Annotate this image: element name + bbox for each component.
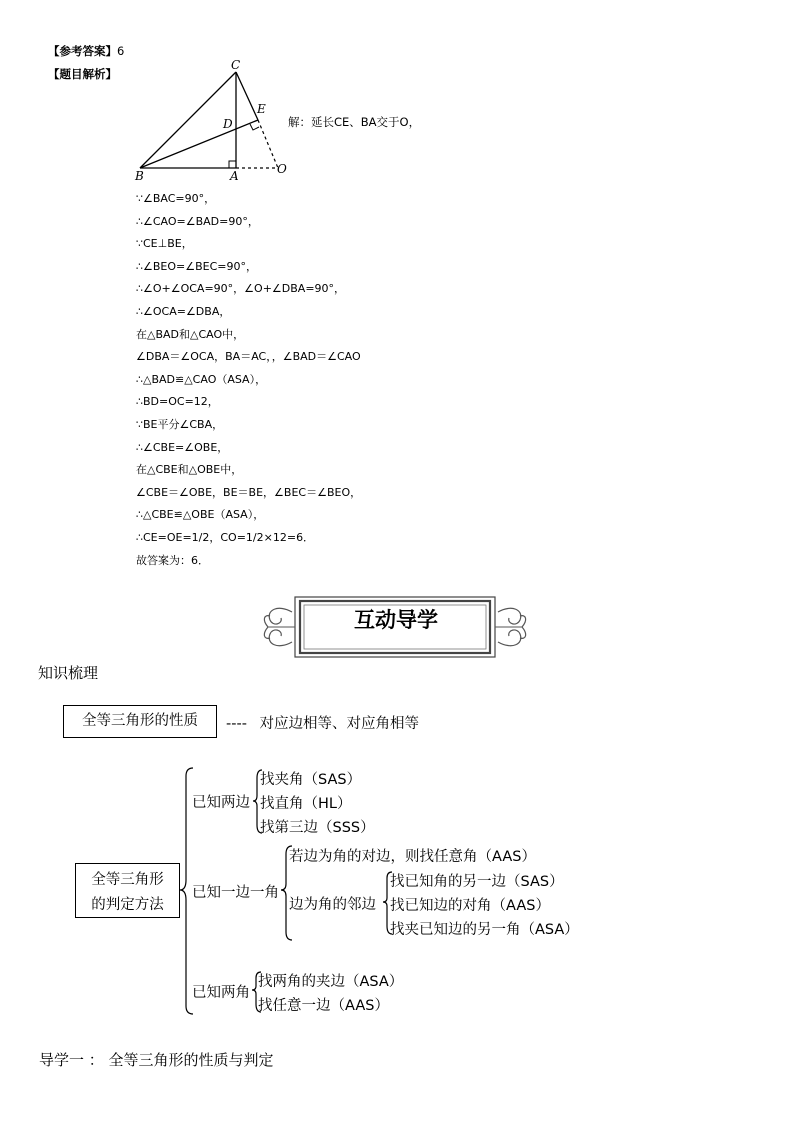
properties-text: 对应边相等、对应角相等 — [259, 716, 420, 732]
label-D: D — [223, 117, 233, 131]
section-title: 知识梳理 — [38, 664, 99, 682]
label-O: O — [277, 162, 287, 176]
two-angles-item: 找两角的夹边（ASA） — [258, 974, 404, 990]
banner-title: 互动导学 — [354, 607, 438, 632]
answer-label: 【参考答案】 — [48, 44, 117, 58]
analysis-label: 【题目解析】 — [48, 67, 117, 81]
solution-steps — [136, 188, 361, 572]
step-line: ∵BE平分∠CBA， — [136, 417, 224, 431]
two-sides-item: 找直角（HL） — [260, 796, 352, 812]
dash-connector: ---- — [226, 716, 247, 732]
step-line: ∴CE=OE=1/2，CO=1/2×12=6． — [136, 530, 315, 544]
step-line: ∴BD=OC=12， — [136, 395, 219, 409]
side-angle-label: 已知一边一角 — [192, 885, 279, 901]
adjacent-item: 找夹已知边的另一角（ASA） — [390, 922, 579, 938]
two-sides-label: 已知两边 — [192, 795, 250, 811]
step-line: ∠CBE＝∠OBE，BE＝BE，∠BEC＝∠BEO， — [136, 485, 362, 499]
label-E: E — [257, 102, 266, 116]
segment-BE — [140, 120, 258, 168]
step-line: ∴∠OCA=∠DBA， — [136, 304, 231, 318]
side-angle-adjacent-label: 边为角的邻边 — [289, 897, 376, 913]
step-line: 故答案为：6． — [136, 553, 209, 567]
two-sides-item: 找夹角（SAS） — [260, 772, 362, 788]
step-line: ∴∠O+∠OCA=90°，∠O+∠DBA=90°， — [136, 282, 346, 296]
side-angle-opposite: 若边为角的对边，则找任意角（AAS） — [289, 849, 536, 865]
step-line: 在△BAD和△CAO中， — [136, 327, 245, 341]
two-angles-label: 已知两角 — [192, 985, 250, 1001]
step-line: 在△CBE和△OBE中， — [136, 463, 243, 477]
segment-BC — [140, 72, 236, 168]
solution-intro: 解：延长CE、BA交于O， — [288, 115, 421, 129]
adjacent-item: 找已知边的对角（AAS） — [390, 898, 550, 914]
right-angle-A-mark — [229, 161, 236, 168]
step-line: ∴∠CAO=∠BAD=90°， — [136, 214, 259, 228]
guide-title: 导学一 ： 全等三角形的性质与判定 — [39, 1051, 274, 1069]
step-line: ∵CE⊥BE， — [136, 237, 193, 251]
segment-CE — [236, 72, 258, 120]
judgement-box-line2: 的判定方法 — [91, 897, 164, 913]
label-C: C — [231, 58, 241, 72]
step-line: ∵∠BAC=90°， — [136, 192, 216, 205]
judgement-box — [75, 863, 180, 918]
label-A: A — [230, 169, 239, 183]
segment-EO-dashed — [258, 120, 278, 168]
adjacent-item: 找已知角的另一边（SAS） — [390, 874, 564, 890]
properties-box: 全等三角形的性质 — [63, 705, 217, 738]
step-line: ∴∠CBE=∠OBE， — [136, 440, 229, 454]
label-B: B — [135, 169, 144, 183]
two-sides-item: 找第三边（SSS） — [260, 820, 375, 836]
answer-value: 6 — [117, 44, 125, 58]
right-angle-E-mark — [250, 124, 259, 130]
step-line: ∠DBA＝∠OCA，BA＝AC，，∠BAD＝∠CAO — [136, 350, 361, 364]
two-angles-item: 找任意一边（AAS） — [258, 998, 389, 1014]
properties-description — [226, 712, 419, 733]
step-line: ∴△BAD≌△CAO（ASA）， — [136, 372, 267, 386]
judgement-box-line1: 全等三角形 — [91, 872, 164, 888]
step-line: ∴∠BEO=∠BEC=90°， — [136, 259, 257, 273]
step-line: ∴△CBE≌△OBE（ASA）， — [136, 508, 265, 522]
